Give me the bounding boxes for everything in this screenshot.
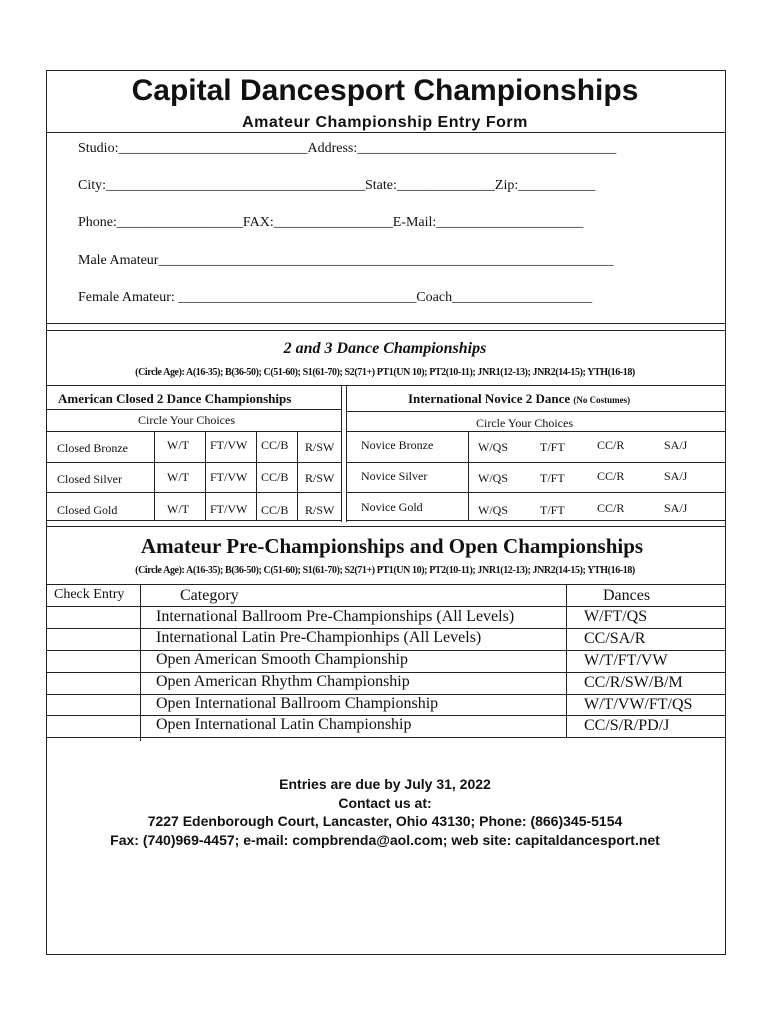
international-choice[interactable]: CC/R: [597, 469, 625, 483]
page-subtitle: Amateur Championship Entry Form: [242, 114, 528, 131]
international-choice[interactable]: W/QS: [478, 440, 508, 454]
divider: [256, 431, 257, 520]
open-dances[interactable]: CC/S/R/PD/J: [584, 717, 670, 734]
international-choice[interactable]: SA/J: [664, 438, 688, 452]
open-dances[interactable]: CC/SA/R: [584, 630, 646, 647]
open-category: Open International Ballroom Championship: [156, 695, 439, 712]
open-category: International Ballroom Pre-Championships (All Levels): [156, 608, 515, 625]
divider: [297, 431, 298, 520]
divider: [346, 385, 347, 522]
divider: [140, 584, 141, 741]
american-choice[interactable]: FT/VW: [210, 470, 248, 484]
international-row-label: Novice Gold: [361, 500, 423, 514]
international-choice[interactable]: T/FT: [540, 440, 565, 454]
international-title: International Novice 2 Dance: [408, 391, 571, 406]
divider: [46, 323, 725, 324]
check-entry-header: Check Entry: [54, 587, 125, 602]
international-choice[interactable]: T/FT: [540, 503, 565, 517]
dance23-age-circle: (Circle Age): A(16-35); B(36-50); C(51-60); S1(61-70); S2(71+) PT1(UN 10); PT2(10-11); JNR1(12-13); JNR2(14-15); YTH(16-18): [135, 367, 635, 378]
contact-fax-email-web: Fax: (740)969-4457; e-mail: compbrenda@aol.com; web site: capitaldancesport.net: [110, 832, 660, 848]
divider: [46, 385, 725, 386]
american-choice[interactable]: W/T: [167, 438, 189, 452]
open-dances[interactable]: W/T/FT/VW: [584, 652, 668, 669]
international-choice[interactable]: W/QS: [478, 471, 508, 485]
divider: [46, 520, 341, 521]
american-choice[interactable]: CC/B: [261, 470, 289, 484]
female-amateur-coach-field[interactable]: Female Amateur: __________________________________Coach____________________: [78, 290, 593, 305]
open-category: International Latin Pre-Championhips (All Levels): [156, 629, 482, 646]
american-choice[interactable]: CC/B: [261, 438, 289, 452]
contact-address-phone: 7227 Edenborough Court, Lancaster, Ohio 43130; Phone: (866)345-5154: [147, 813, 623, 829]
page-title: Capital Dancesport Championships: [131, 74, 639, 107]
contact-label: Contact us at:: [338, 795, 432, 811]
due-date: Entries are due by July 31, 2022: [279, 776, 491, 792]
studio-address-field[interactable]: Studio:___________________________Address:_____________________________________: [78, 141, 617, 156]
divider: [46, 330, 725, 331]
divider: [346, 520, 725, 521]
american-choice[interactable]: CC/B: [261, 503, 289, 517]
divider: [46, 132, 725, 133]
american-row-label: Closed Bronze: [57, 441, 128, 455]
city-state-zip-field[interactable]: City:_____________________________________State:______________Zip:___________: [78, 178, 596, 193]
male-amateur-field[interactable]: Male Amateur_________________________________________________________________: [78, 253, 614, 268]
international-choice[interactable]: CC/R: [597, 438, 625, 452]
open-dances[interactable]: CC/R/SW/B/M: [584, 674, 683, 691]
phone-fax-email-field[interactable]: Phone:__________________FAX:_________________E-Mail:_____________________: [78, 215, 584, 230]
divider: [346, 462, 725, 463]
international-choice[interactable]: SA/J: [664, 469, 688, 483]
category-header: Category: [180, 587, 239, 604]
american-heading: American Closed 2 Dance Championships: [58, 391, 292, 406]
divider: [341, 385, 342, 522]
american-choice[interactable]: W/T: [167, 470, 189, 484]
divider: [46, 526, 725, 527]
international-row-label: Novice Silver: [361, 469, 428, 483]
open-dances[interactable]: W/FT/QS: [584, 608, 648, 625]
open-heading: Amateur Pre-Championships and Open Championships: [140, 534, 644, 558]
dances-header: Dances: [603, 587, 651, 604]
international-circle-choices: Circle Your Choices: [476, 416, 573, 430]
open-category: Open American Smooth Championship: [156, 651, 408, 668]
international-choice[interactable]: T/FT: [540, 471, 565, 485]
american-choice[interactable]: R/SW: [305, 440, 335, 454]
international-choice[interactable]: W/QS: [478, 503, 508, 517]
dance23-heading: 2 and 3 Dance Championships: [283, 340, 487, 357]
divider: [346, 411, 725, 412]
american-row-label: Closed Gold: [57, 503, 118, 517]
international-choice[interactable]: CC/R: [597, 501, 625, 515]
american-choice[interactable]: FT/VW: [210, 438, 248, 452]
divider: [46, 606, 725, 607]
open-category: Open American Rhythm Championship: [156, 673, 410, 690]
american-choice[interactable]: R/SW: [305, 471, 335, 485]
international-choice[interactable]: SA/J: [664, 501, 688, 515]
american-choice[interactable]: FT/VW: [210, 502, 248, 516]
american-circle-choices: Circle Your Choices: [138, 413, 235, 427]
divider: [46, 737, 725, 738]
divider: [46, 584, 725, 585]
no-costumes-note: (No Costumes): [573, 395, 631, 405]
international-heading: [408, 391, 630, 407]
divider: [346, 431, 725, 432]
divider: [205, 431, 206, 520]
open-dances[interactable]: W/T/VW/FT/QS: [584, 696, 693, 713]
american-choice[interactable]: W/T: [167, 502, 189, 516]
american-row-label: Closed Silver: [57, 472, 122, 486]
international-row-label: Novice Bronze: [361, 438, 434, 452]
open-category: Open International Latin Championship: [156, 716, 412, 733]
divider: [468, 431, 469, 520]
divider: [154, 431, 155, 520]
divider: [46, 409, 341, 410]
american-choice[interactable]: R/SW: [305, 503, 335, 517]
divider: [346, 492, 725, 493]
open-age-circle: (Circle Age): A(16-35); B(36-50); C(51-60); S1(61-70); S2(71+) PT1(UN 10); PT2(10-11); JNR1(12-13); JNR2(14-15); YTH(16-18): [135, 565, 635, 576]
